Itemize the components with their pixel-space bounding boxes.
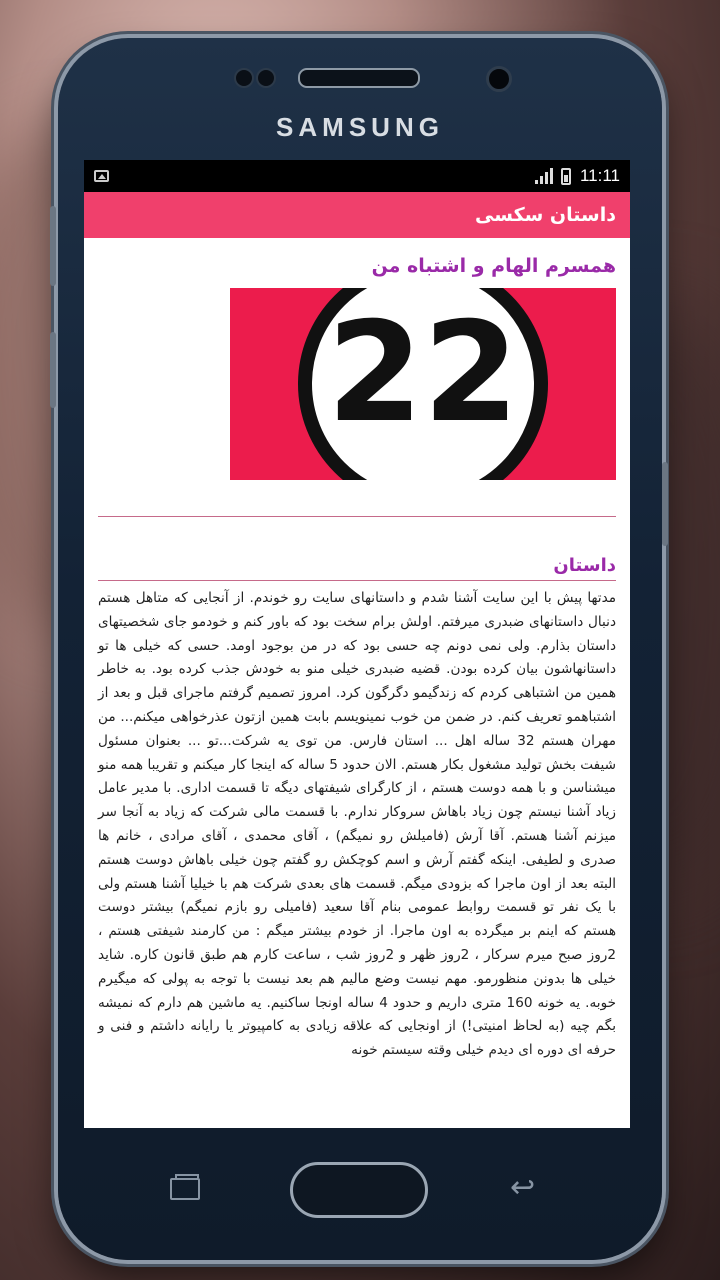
proximity-sensor: [234, 68, 254, 88]
story-text: مدتها پیش با این سایت آشنا شدم و داستانهای سایت رو خوندم. از آنجایی که متاهل هستم دنبال داستانهای ضبدری میرفتم. اولش برام سخت بود که باور کنم و خودمو جای شخصیتهای داستان بذارم. ولی نمی دونم چه حسی بود که در من بوجود اومد. حسی که خیلی ها تو داستانهاشون بیان کرده بودن. قضیه ضبدری خیلی منو به خودش جذب کرده بود. به خاطر همین من اشتباهی کردم که زندگیمو دگرگون کرد. امروز تصمیم گرفتم ماجرای قبل و بعد از اشتباهمو تعریف کنم. در ضمن من خوب نمینویسم بابت همین ازتون عذرخواهی میکنم... من مهران هستم 32 ساله اهل ... استان فارس. من توی یه شرکت...تو ... بعنوان مسئول شیفت بخش تولید مشغول بکار هستم. الان حدود 5 ساله که اینجا کار میکنم و تقریبا همه منو میشناسن و با همه دوست هستم ، از کارگرای شیفتهای دیگه تا قسمت اداری. با مدیر عامل زیاد آشنا نیستم چون زیاد باهاش سروکار ندارم. با قسمت مالی شرکت که زیاد به آنجا سر میزنم آشنا هستم. آقا آرش (فامیلش رو نمیگم) ، آقای محمدی ، آقای مرادی ، خانم ها صدری و لطیفی. اینکه گفتم آرش و اسم کوچکش رو گفتم چون خیلی باهاش دوست هستم البته بعد از اون ماجرا که بزودی میگم. قسمت های بعدی شرکت هم با خیلیا آشنا هستم ولی با یک نفر تو قسمت روابط عمومی بنام آقا سعید (فامیلی رو بازم نمیگم) بیشتر دوست هستم که اینم بر میگرده به اون ماجرا. از خودم بیشتر میگم : من کارمند شیفتی هستم ، 2روز صبح میرم سرکار ، 2روز ظهر و 2روز شب ، ساعت کارم هم طبق قانون کاره. شاید خیلی ها بدونن منظورمو. مهم نیست وضع مالیم هم بعد نیست با توجه به پولی که میگیرم خوبه. یه خونه 160 متری داریم و حدود 4 ساله اونجا ساکنیم. یه ماشین هم دارم که نمیشه بگم چیه (به لحاظ امنیتی!) از اونجایی که علاقه زیادی به کامپیوتر یا رایانه داشتم و فنی و حرفه ای دوره ای دیدم خیلی وقته سیستم خونه: [98, 590, 617, 1059]
status-bar: [84, 160, 630, 192]
device-brand: SAMSUNG: [276, 112, 444, 142]
front-camera: [486, 66, 512, 92]
volume-button: [50, 332, 56, 408]
app-title: داستان سکسی: [475, 204, 616, 226]
earpiece-speaker: [298, 68, 420, 88]
screen: [84, 160, 630, 1128]
back-icon[interactable]: ↩: [510, 1170, 536, 1205]
divider: [98, 516, 616, 517]
recent-apps-icon[interactable]: [170, 1178, 200, 1200]
home-button[interactable]: [290, 1162, 428, 1218]
post-title: همسرم الهام و اشتباه من: [371, 255, 616, 277]
image-notification-icon: [94, 170, 109, 182]
divider: [98, 580, 616, 581]
light-sensor: [256, 68, 276, 88]
section-title: داستان: [553, 555, 616, 576]
power-button: [662, 462, 668, 546]
volume-button: [50, 206, 56, 286]
battery-icon: [561, 168, 571, 185]
channel-22-logo: [230, 288, 616, 480]
phone-frame: [58, 38, 662, 1260]
post-image: [230, 288, 616, 480]
app-bar: [84, 192, 630, 238]
status-time: 11:11: [579, 166, 620, 185]
signal-icon: [535, 168, 553, 184]
logo-text: 22: [326, 292, 520, 453]
post-content[interactable]: [84, 254, 630, 1063]
